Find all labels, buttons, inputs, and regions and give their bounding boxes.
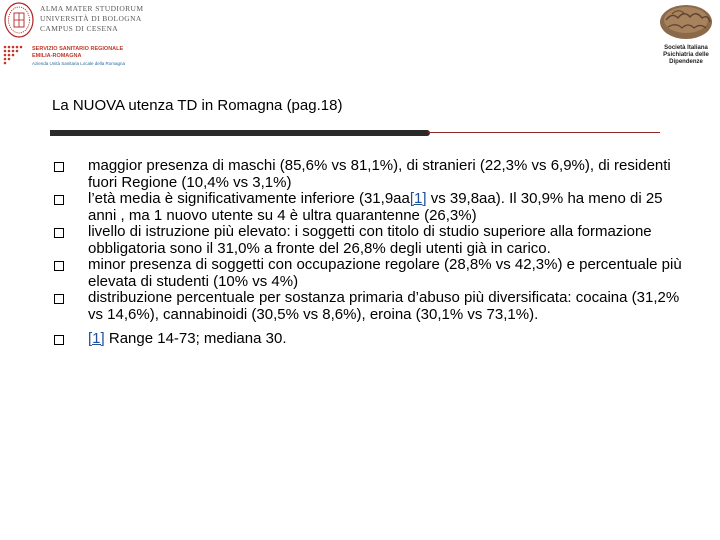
sipd-line: Psichiatria delle — [663, 52, 709, 58]
sipd-line: Società Italiana — [664, 45, 708, 51]
bullet-text-part: l’età media è significativamente inferiore (31,9aa — [88, 190, 410, 207]
unibo-logo — [2, 0, 142, 42]
bullet-text — [88, 191, 692, 224]
unibo-line: UNIVERSITÀ DI BOLOGNA — [40, 14, 142, 23]
slide-title: La NUOVA utenza TD in Romagna (pag.18) — [52, 97, 343, 114]
unibo-line: ALMA MATER STUDIORUM — [40, 4, 144, 13]
university-seal-icon — [4, 2, 34, 38]
square-bullet-icon — [54, 162, 64, 172]
square-bullet-icon — [54, 195, 64, 205]
sipd-logo — [652, 0, 720, 72]
bullet-item — [52, 191, 692, 224]
ssr-subtitle: Azienda Unità Sanitaria Locale della Romagna — [32, 61, 126, 66]
bullet-text: livello di istruzione più elevato: i soggetti con titolo di studio superiore alla formazione obbligatoria sono il 31,0% a fronte del 26,8% degli utenti già in carico. — [88, 223, 652, 257]
footnote-text — [88, 331, 692, 348]
square-bullet-icon — [54, 261, 64, 271]
square-bullet-icon — [54, 294, 64, 304]
bullet-item — [52, 158, 692, 191]
bullet-item — [52, 257, 692, 290]
footnote-ref-link[interactable]: [1] — [88, 330, 105, 347]
ssr-line: EMILIA-ROMAGNA — [32, 53, 82, 59]
bullet-text: maggior presenza di maschi (85,6% vs 81,1%), di stranieri (22,3% vs 6,9%), di residenti fuori Regione (10,4% vs 3,1%) — [88, 157, 671, 191]
bullet-list — [52, 158, 692, 348]
sipd-line: Dipendenze — [669, 59, 703, 65]
square-bullet-icon — [54, 335, 64, 345]
brain-icon — [658, 2, 714, 42]
bullet-item — [52, 331, 692, 348]
title-rule-thin — [428, 132, 660, 133]
footnote-ref-link[interactable]: [1] — [409, 190, 427, 207]
regional-health-icon — [2, 44, 28, 68]
bullet-text-part: vs 39,8aa). Il 30,9% ha meno di 25 anni , ma 1 nuovo utente su 4 è ultra quarantenne (26,3%) — [88, 190, 663, 224]
ssr-text — [32, 46, 125, 67]
bullet-text: distribuzione percentuale per sostanza primaria d’abuso più diversificata: cocaina (31,2% vs 14,6%), cannabinoidi (30,5% vs 8,6%), eroina (30,1% vs 73,1%). — [88, 289, 680, 323]
title-rule — [50, 130, 430, 136]
ssr-logo — [2, 44, 142, 70]
footnote-body: Range 14-73; mediana 30. — [104, 330, 287, 347]
unibo-text — [40, 4, 143, 34]
bullet-item — [52, 224, 692, 257]
bullet-item — [52, 290, 692, 323]
square-bullet-icon — [54, 228, 64, 238]
sipd-text — [652, 45, 720, 66]
ssr-line: SERVIZIO SANITARIO REGIONALE — [32, 46, 124, 52]
bullet-text: minor presenza di soggetti con occupazione regolare (28,8% vs 42,3%) e percentuale più elevata di studenti (10% vs 4%) — [88, 256, 682, 290]
unibo-line: CAMPUS DI CESENA — [40, 24, 119, 33]
